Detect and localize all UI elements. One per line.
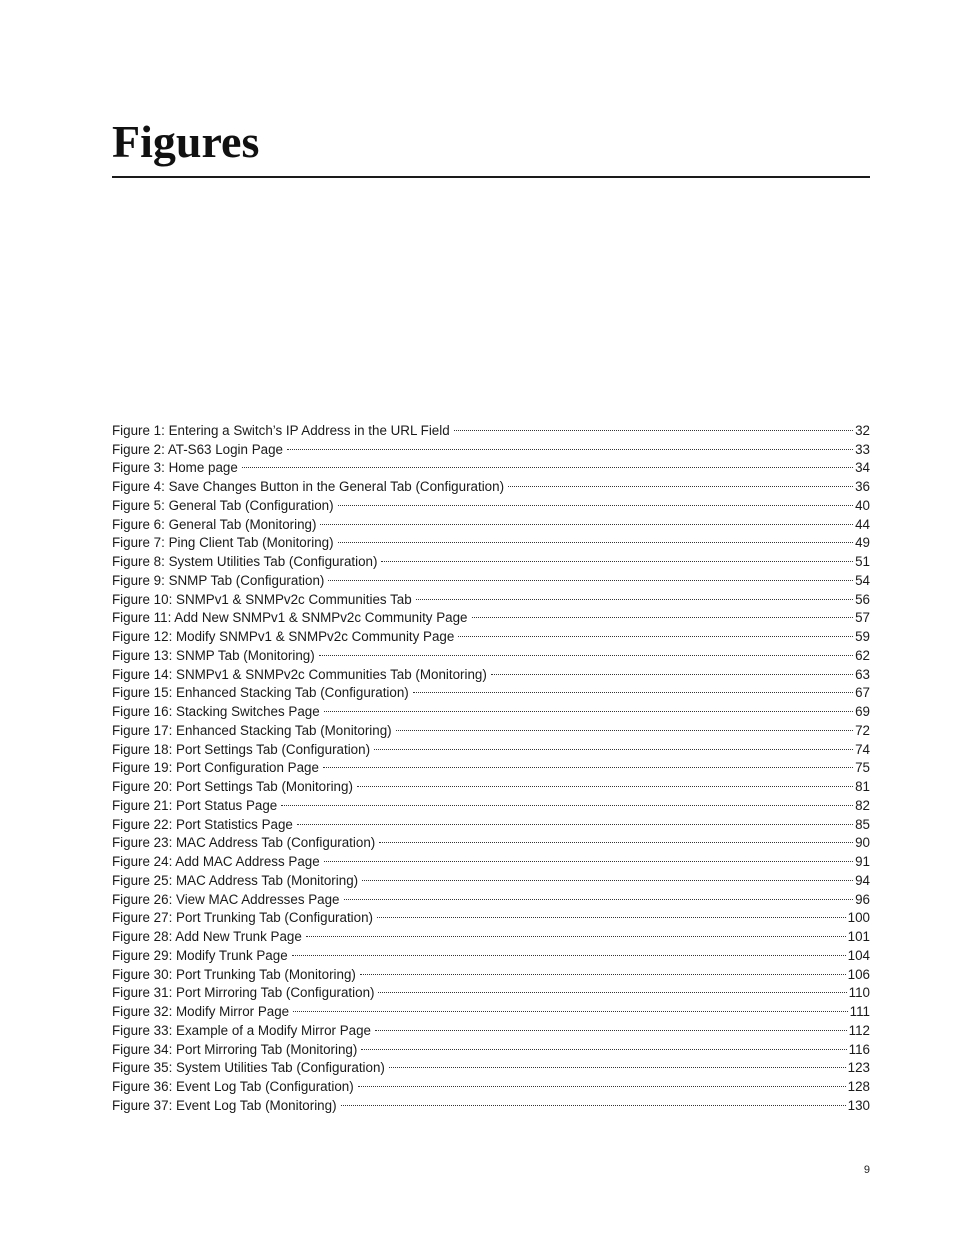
figure-entry[interactable] bbox=[112, 416, 870, 438]
figure-entry-page: 40 bbox=[855, 497, 870, 513]
figure-entry-page: 106 bbox=[847, 966, 870, 982]
dot-leader bbox=[413, 679, 853, 698]
figure-entry-label: Figure 16: Stacking Switches Page bbox=[112, 704, 320, 719]
figure-entry-label: Figure 32: Modify Mirror Page bbox=[112, 1004, 290, 1019]
figure-entry-label: Figure 4: Save Changes Button in the General Tab (Configuration) bbox=[112, 479, 505, 494]
dot-leader bbox=[375, 1016, 847, 1035]
title-rule bbox=[112, 176, 870, 178]
figure-entry-label: Figure 15: Enhanced Stacking Tab (Configuration) bbox=[112, 685, 409, 701]
figure-entry-page: 67 bbox=[855, 685, 870, 701]
figure-entry-label: Figure 26: View MAC Addresses Page bbox=[112, 891, 340, 907]
figure-entry-page: 56 bbox=[855, 591, 870, 607]
figure-entry-page: 32 bbox=[855, 422, 870, 438]
figure-entry-label: Figure 30: Port Trunking Tab (Monitoring) bbox=[112, 966, 356, 982]
dot-leader bbox=[389, 1054, 846, 1073]
figure-entry-page: 85 bbox=[855, 816, 870, 832]
dot-leader bbox=[297, 810, 853, 829]
figure-entry-page: 100 bbox=[847, 910, 870, 926]
figure-entry-label: Figure 8: System Utilities Tab (Configuration) bbox=[112, 554, 378, 569]
figure-entry-label: Figure 9: SNMP Tab (Configuration) bbox=[112, 572, 325, 588]
dot-leader bbox=[306, 922, 846, 941]
figure-entry-label: Figure 14: SNMPv1 & SNMPv2c Communities Tab (Monitoring) bbox=[112, 666, 487, 682]
dot-leader bbox=[292, 941, 846, 960]
figure-entry-page: 72 bbox=[855, 722, 870, 738]
figure-entry-label: Figure 2: AT-S63 Login Page bbox=[112, 441, 283, 457]
figure-entry-label: Figure 27: Port Trunking Tab (Configuration) bbox=[112, 910, 374, 926]
figure-entry-page: 33 bbox=[855, 441, 870, 457]
figure-entry-label: Figure 1: Entering a Switch’s IP Address in the URL Field bbox=[112, 422, 450, 438]
figure-entry-page: 123 bbox=[847, 1060, 870, 1076]
figure-entry-page: 69 bbox=[855, 704, 870, 719]
dot-leader bbox=[242, 454, 853, 473]
figure-entry-label: Figure 24: Add MAC Address Page bbox=[112, 854, 320, 869]
figure-entry-page: 36 bbox=[855, 479, 870, 494]
list-of-figures bbox=[112, 416, 870, 1113]
dot-leader bbox=[324, 847, 853, 866]
dot-leader bbox=[472, 604, 854, 623]
dot-leader bbox=[378, 979, 846, 998]
dot-leader bbox=[377, 904, 846, 923]
dot-leader bbox=[287, 435, 853, 454]
dot-leader bbox=[324, 697, 853, 716]
figure-entry-label: Figure 7: Ping Client Tab (Monitoring) bbox=[112, 535, 334, 551]
figure-entry-label: Figure 18: Port Settings Tab (Configuration) bbox=[112, 741, 371, 757]
dot-leader bbox=[360, 960, 846, 979]
figure-entry-label: Figure 35: System Utilities Tab (Configuration) bbox=[112, 1060, 385, 1076]
figure-entry-page: 94 bbox=[855, 872, 870, 888]
figure-entry-label: Figure 28: Add New Trunk Page bbox=[112, 929, 302, 944]
figure-entry-page: 112 bbox=[848, 1022, 870, 1038]
figure-entry-label: Figure 29: Modify Trunk Page bbox=[112, 947, 288, 963]
figure-entry-page: 51 bbox=[855, 554, 870, 569]
figure-entry-page: 63 bbox=[855, 666, 870, 682]
figure-entry-label: Figure 11: Add New SNMPv1 & SNMPv2c Community Page bbox=[112, 610, 468, 626]
dot-leader bbox=[328, 566, 853, 585]
figure-entry-page: 128 bbox=[847, 1079, 870, 1094]
dot-leader bbox=[358, 1072, 846, 1091]
page-number: 9 bbox=[863, 1164, 870, 1176]
dot-leader bbox=[454, 416, 853, 435]
figure-entry-page: 116 bbox=[848, 1041, 870, 1057]
dot-leader bbox=[379, 829, 853, 848]
figure-entry-label: Figure 34: Port Mirroring Tab (Monitoring) bbox=[112, 1041, 358, 1057]
dot-leader bbox=[357, 772, 853, 791]
figure-entry-page: 34 bbox=[855, 460, 870, 476]
dot-leader bbox=[323, 754, 853, 773]
figure-entry-label: Figure 22: Port Statistics Page bbox=[112, 816, 293, 832]
dot-leader bbox=[361, 1035, 846, 1054]
figure-entry-page: 59 bbox=[855, 629, 870, 644]
figure-entry-label: Figure 17: Enhanced Stacking Tab (Monitoring) bbox=[112, 722, 392, 738]
page-title: Figures bbox=[112, 116, 260, 167]
dot-leader bbox=[374, 735, 853, 754]
figure-entry-label: Figure 20: Port Settings Tab (Monitoring) bbox=[112, 779, 353, 794]
dot-leader bbox=[319, 641, 853, 660]
dot-leader bbox=[338, 491, 854, 510]
figure-entry-page: 54 bbox=[855, 572, 870, 588]
figure-entry-page: 101 bbox=[847, 929, 870, 944]
figure-entry-label: Figure 21: Port Status Page bbox=[112, 797, 278, 813]
figure-entry-page: 44 bbox=[855, 516, 870, 532]
dot-leader bbox=[281, 791, 853, 810]
figure-entry-label: Figure 23: MAC Address Tab (Configuration) bbox=[112, 835, 376, 851]
figure-entry-label: Figure 3: Home page bbox=[112, 460, 238, 476]
figure-entry-page: 81 bbox=[855, 779, 870, 794]
figure-entry-label: Figure 25: MAC Address Tab (Monitoring) bbox=[112, 872, 359, 888]
figure-entry-page: 62 bbox=[855, 647, 870, 663]
figure-entry-page: 49 bbox=[855, 535, 870, 551]
figure-entry-page: 111 bbox=[849, 1004, 870, 1019]
figure-entry-page: 57 bbox=[855, 610, 870, 626]
figure-entry-page: 96 bbox=[855, 891, 870, 907]
figure-entry-page: 130 bbox=[847, 1097, 870, 1113]
figure-entry-label: Figure 6: General Tab (Monitoring) bbox=[112, 516, 317, 532]
figure-entry-label: Figure 5: General Tab (Configuration) bbox=[112, 497, 334, 513]
figure-entry-page: 75 bbox=[855, 760, 870, 776]
dot-leader bbox=[458, 622, 853, 641]
figure-entry-page: 110 bbox=[848, 985, 870, 1001]
dot-leader bbox=[293, 997, 848, 1016]
dot-leader bbox=[344, 885, 854, 904]
dot-leader bbox=[508, 472, 853, 491]
figure-entry-page: 91 bbox=[855, 854, 870, 869]
figure-entry-label: Figure 33: Example of a Modify Mirror Page bbox=[112, 1022, 371, 1038]
dot-leader bbox=[338, 529, 854, 548]
figure-entry-label: Figure 31: Port Mirroring Tab (Configuration) bbox=[112, 985, 375, 1001]
figure-entry-page: 104 bbox=[847, 947, 870, 963]
figure-entry-page: 82 bbox=[855, 797, 870, 813]
dot-leader bbox=[362, 866, 853, 885]
figure-entry-label: Figure 37: Event Log Tab (Monitoring) bbox=[112, 1097, 337, 1113]
dot-leader bbox=[396, 716, 853, 735]
figure-entry-page: 90 bbox=[855, 835, 870, 851]
dot-leader bbox=[491, 660, 853, 679]
figure-entry-label: Figure 12: Modify SNMPv1 & SNMPv2c Community Page bbox=[112, 629, 455, 644]
dot-leader bbox=[416, 585, 853, 604]
figure-entry-label: Figure 13: SNMP Tab (Monitoring) bbox=[112, 647, 315, 663]
figure-entry-page: 74 bbox=[855, 741, 870, 757]
figure-entry-label: Figure 19: Port Configuration Page bbox=[112, 760, 319, 776]
dot-leader bbox=[320, 510, 853, 529]
dot-leader bbox=[381, 547, 853, 566]
figure-entry-label: Figure 10: SNMPv1 & SNMPv2c Communities Tab bbox=[112, 591, 412, 607]
dot-leader bbox=[341, 1091, 846, 1110]
figure-entry-label: Figure 36: Event Log Tab (Configuration) bbox=[112, 1079, 354, 1094]
